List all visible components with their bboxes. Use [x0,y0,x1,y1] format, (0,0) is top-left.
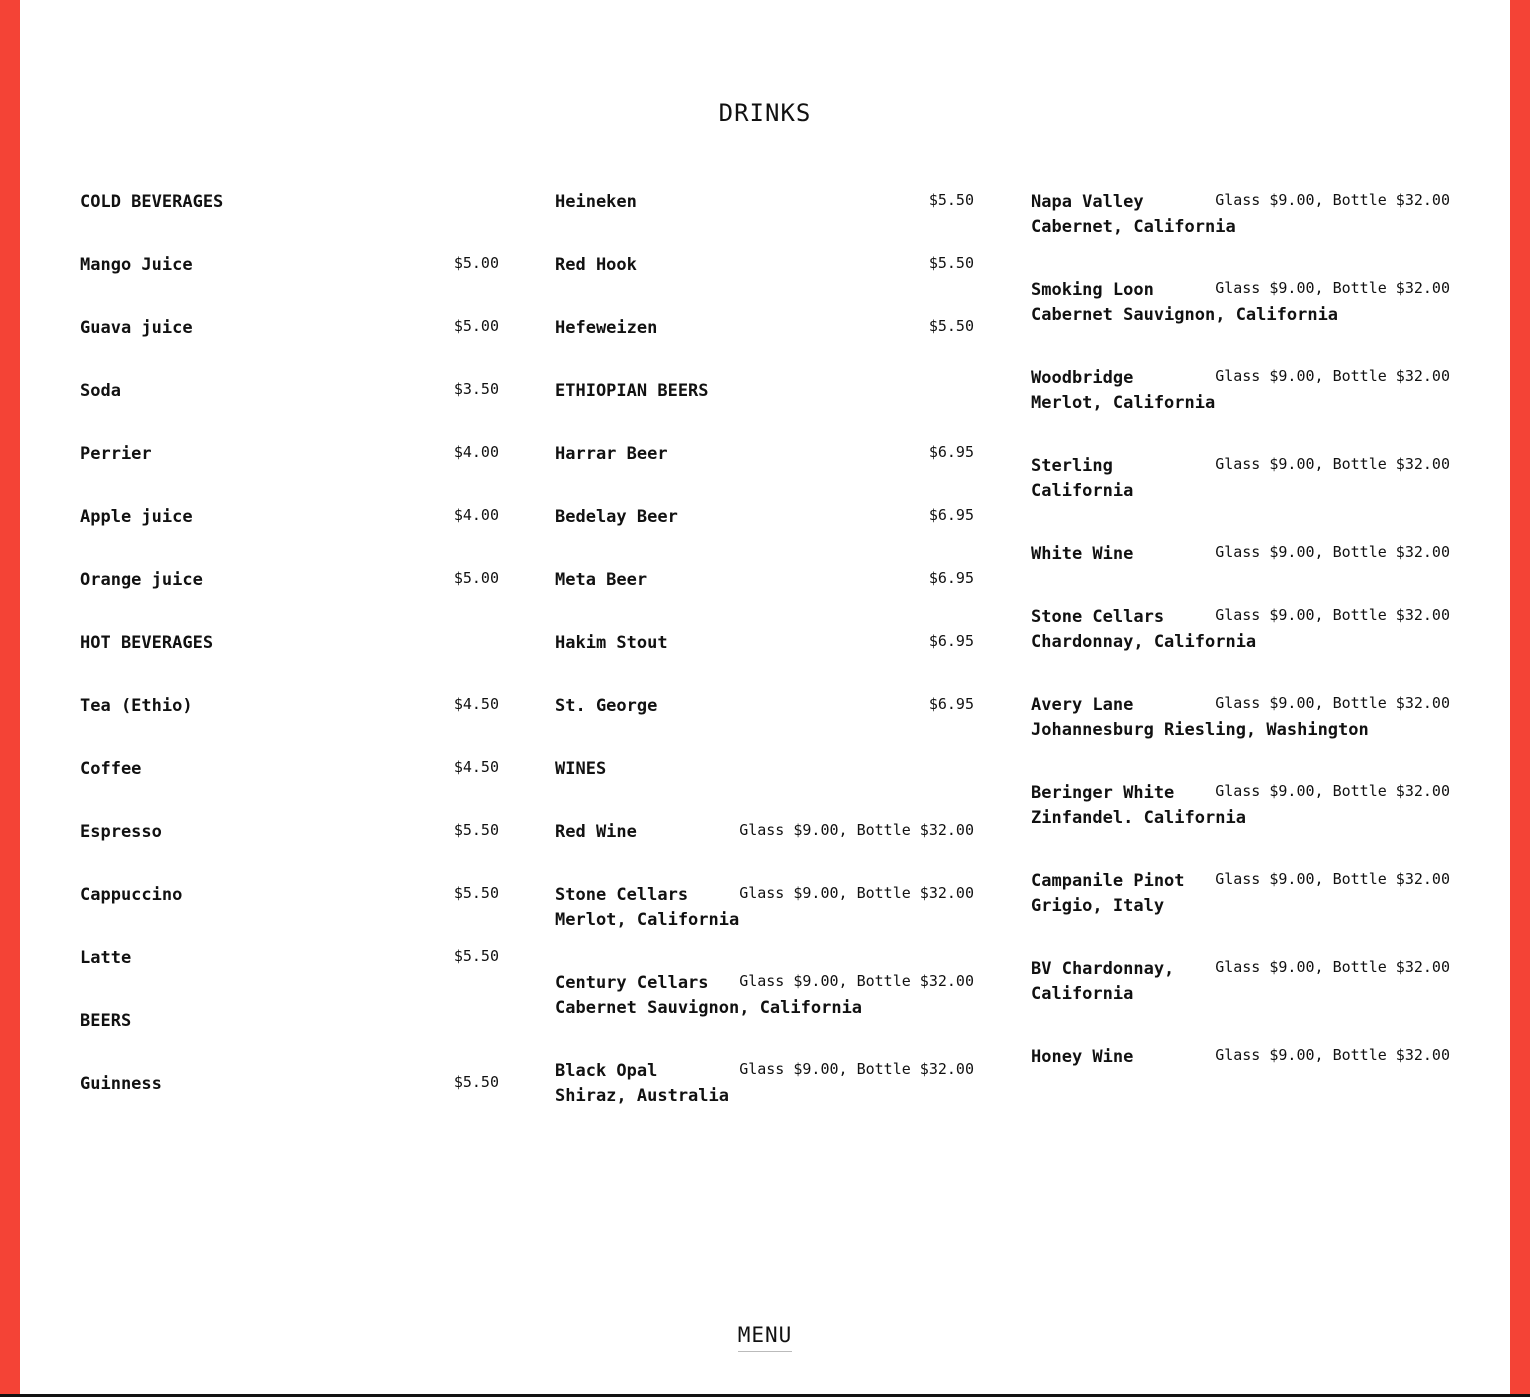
menu-item-price: Glass $9.00, Bottle $32.00 [1215,1046,1450,1064]
wine-item [1031,957,1450,1045]
menu-item-price: $5.00 [453,569,499,587]
menu-item-price: $6.95 [928,506,974,524]
menu-item-price: $6.95 [928,569,974,587]
wine-item [1031,693,1450,781]
section-heading-row [555,757,974,820]
menu-item-name: Latte [80,948,132,968]
wine-name-line-1: Avery Lane [1031,695,1134,715]
wine-item-price: Glass $9.00, Bottle $32.00 [1211,955,1450,980]
wine-name-line-1: Beringer White [1031,783,1175,803]
menu-item-price: $4.50 [453,758,499,776]
menu-item-price: $6.95 [928,695,974,713]
right-accent-border [1510,0,1530,1397]
wine-name-line-2: Merlot, California [1031,393,1216,413]
menu-item [80,694,499,757]
wine-item [1031,278,1450,366]
wine-name-line-2: Grigio, Italy [1031,896,1165,916]
menu-item [555,820,974,883]
menu-item-name: Coffee [80,759,142,779]
menu-item [80,253,499,316]
menu-item [80,316,499,379]
menu-item-price: $5.50 [453,821,499,839]
wine-name-line-1: Black Opal [555,1061,658,1081]
menu-item-name: Orange juice [80,570,203,590]
menu-item-price: $5.50 [453,884,499,902]
section-heading-row [80,631,499,694]
wine-item-price: Glass $9.00, Bottle $32.00 [1211,452,1450,477]
wine-item-price: Glass $9.00, Bottle $32.00 [1211,603,1450,628]
menu-column-3 [1031,190,1450,1108]
wine-name-line-2: Cabernet, California [1031,217,1236,237]
menu-item-price: $5.50 [928,191,974,209]
menu-item [80,379,499,442]
wine-item-price: Glass $9.00, Bottle $32.00 [1211,691,1450,716]
menu-item-price: Glass $9.00, Bottle $32.00 [1215,543,1450,561]
wine-item-name [555,883,739,933]
menu-item [555,505,974,568]
wine-item [555,883,974,971]
wine-name-line-2: California [1031,984,1134,1004]
menu-item-price: $4.50 [453,695,499,713]
menu-item [80,757,499,820]
section-heading-row [80,190,499,253]
menu-item-price: $6.95 [928,443,974,461]
menu-item-name: Cappuccino [80,885,183,905]
menu-item-name: Heineken [555,192,637,212]
wine-item [1031,366,1450,454]
menu-item [555,190,974,253]
wine-name-line-1: Century Cellars [555,973,709,993]
menu-item-name: St. George [555,696,658,716]
page-title: DRINKS [718,99,812,127]
wine-item-price: Glass $9.00, Bottle $32.00 [1211,867,1450,892]
menu-item-name: Harrar Beer [555,444,668,464]
wine-item-name [555,1059,729,1109]
wine-item [555,971,974,1059]
wine-name-line-2: California [1031,481,1134,501]
menu-item [555,442,974,505]
menu-item-name: Hefeweizen [555,318,658,338]
menu-item-name: Espresso [80,822,162,842]
wine-item-name [1031,366,1215,416]
wine-item-price: Glass $9.00, Bottle $32.00 [1211,364,1450,389]
menu-column-2 [555,190,974,1147]
menu-item-price: $5.00 [453,317,499,335]
wine-name-line-1: Sterling [1031,456,1113,476]
menu-item-name: Mango Juice [80,255,193,275]
wine-name-line-2: Cabernet Sauvignon, California [1031,305,1339,325]
menu-item-name: Bedelay Beer [555,507,678,527]
wine-name-line-1: Campanile Pinot [1031,871,1185,891]
wine-item-price: Glass $9.00, Bottle $32.00 [1211,276,1450,301]
wine-item-price: Glass $9.00, Bottle $32.00 [1211,779,1450,804]
menu-item [80,820,499,883]
menu-item-price: $5.50 [453,1073,499,1091]
menu-item-name: White Wine [1031,544,1134,564]
wine-item [555,1059,974,1147]
section-heading-row [80,1009,499,1072]
menu-item-name: Soda [80,381,121,401]
menu-item-name: Perrier [80,444,152,464]
menu-item-price: $4.00 [453,443,499,461]
menu-item-name: Guava juice [80,318,193,338]
menu-item-price: $5.00 [453,254,499,272]
menu-item [555,694,974,757]
menu-item [555,316,974,379]
menu-item-name: Honey Wine [1031,1047,1134,1067]
menu-nav-link[interactable] [0,1320,1530,1352]
menu-item [80,1072,499,1135]
wine-name-line-1: Smoking Loon [1031,280,1154,300]
menu-item-price: $6.95 [928,632,974,650]
menu-item-name: Apple juice [80,507,193,527]
section-heading: BEERS [80,1011,132,1031]
menu-item-price: $5.50 [928,317,974,335]
menu-item-name: Red Wine [555,822,637,842]
menu-item-price: Glass $9.00, Bottle $32.00 [739,821,974,839]
menu-link-label[interactable]: MENU [738,1320,793,1352]
wine-item-name [1031,190,1236,240]
wine-item [1031,190,1450,278]
wine-item-price: Glass $9.00, Bottle $32.00 [1211,188,1450,213]
wine-item [1031,605,1450,693]
wine-name-line-1: Woodbridge [1031,368,1134,388]
menu-item-name: Red Hook [555,255,637,275]
wine-name-line-1: BV Chardonnay, [1031,959,1175,979]
menu-item-name: Hakim Stout [555,633,668,653]
wine-name-line-2: Shiraz, Australia [555,1086,729,1106]
menu-item-name: Guinness [80,1074,162,1094]
wine-name-line-2: Cabernet Sauvignon, California [555,998,863,1018]
wine-name-line-1: Napa Valley [1031,192,1144,212]
wine-name-line-1: Stone Cellars [555,885,689,905]
wine-item-name [1031,957,1174,1007]
menu-item-price: $3.50 [453,380,499,398]
wine-name-line-2: Merlot, California [555,910,740,930]
menu-item [1031,542,1450,605]
wine-item-price: Glass $9.00, Bottle $32.00 [735,1057,974,1082]
menu-item-name: Tea (Ethio) [80,696,193,716]
section-heading: WINES [555,759,607,779]
wine-item [1031,869,1450,957]
wine-item-name [1031,869,1185,919]
section-heading: COLD BEVERAGES [80,192,224,212]
menu-item [80,883,499,946]
section-heading: ETHIOPIAN BEERS [555,381,709,401]
wine-name-line-2: Zinfandel. California [1031,808,1246,828]
menu-item [80,568,499,631]
section-heading-row [555,379,974,442]
menu-item [555,253,974,316]
wine-name-line-2: Chardonnay, California [1031,632,1257,652]
menu-item [80,946,499,1009]
wine-item-price: Glass $9.00, Bottle $32.00 [735,881,974,906]
menu-item-price: $4.00 [453,506,499,524]
menu-column-1 [80,190,499,1135]
wine-name-line-1: Stone Cellars [1031,607,1165,627]
menu-item [80,442,499,505]
wine-item-price: Glass $9.00, Bottle $32.00 [735,969,974,994]
menu-item [80,505,499,568]
left-accent-border [0,0,20,1397]
menu-item-price: $5.50 [928,254,974,272]
wine-item [1031,781,1450,869]
wine-name-line-2: Johannesburg Riesling, Washington [1031,720,1369,740]
menu-item-name: Meta Beer [555,570,648,590]
section-heading: HOT BEVERAGES [80,633,214,653]
wine-item [1031,454,1450,542]
menu-item [555,631,974,694]
menu-item [1031,1045,1450,1108]
wine-item-name [1031,454,1133,504]
menu-item [555,568,974,631]
menu-item-price: $5.50 [453,947,499,965]
